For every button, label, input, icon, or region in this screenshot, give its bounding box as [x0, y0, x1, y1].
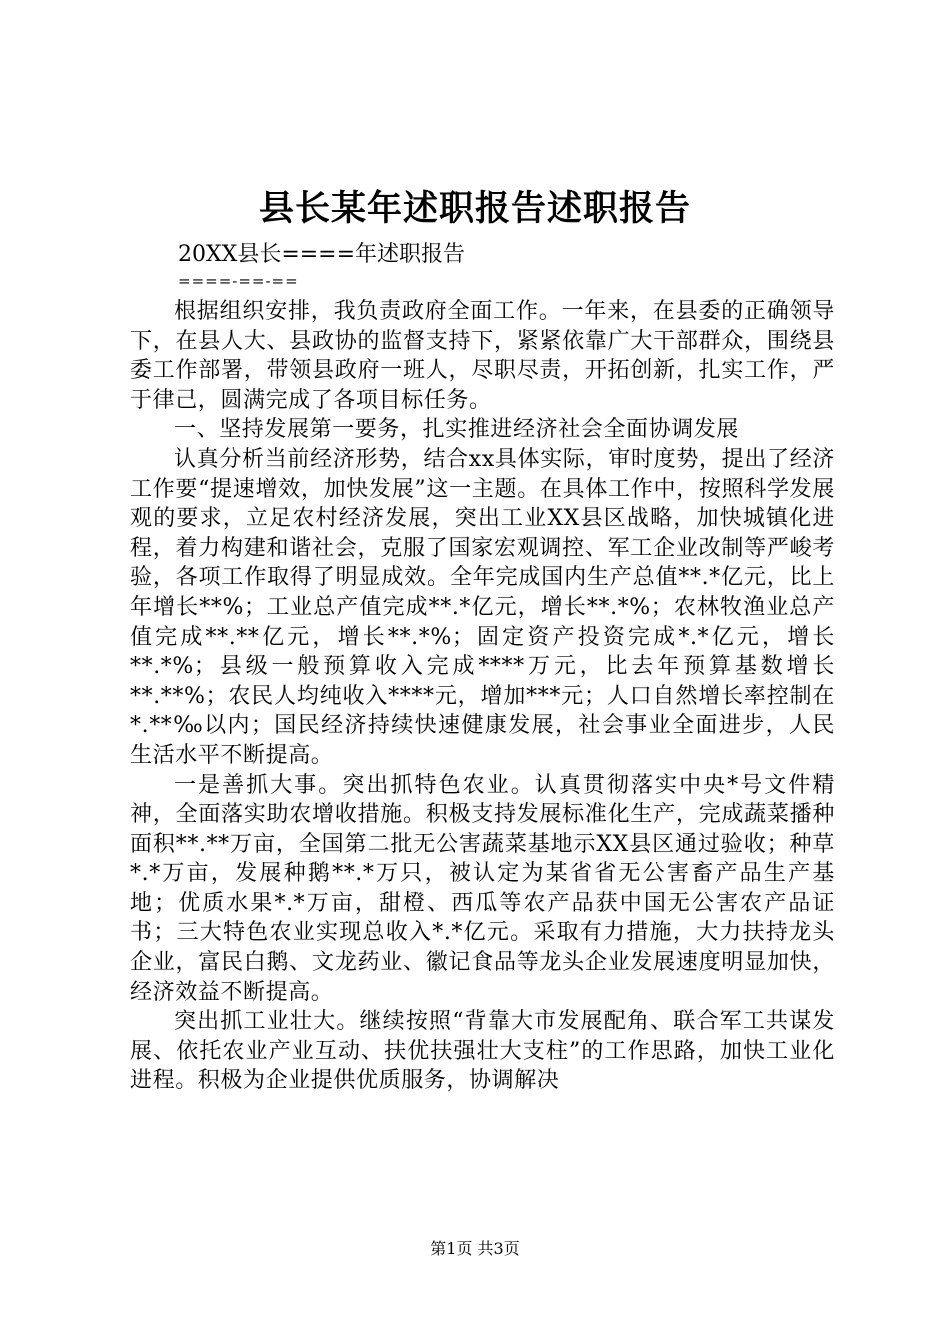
- paragraph: 认真分析当前经济形势，结合xx具体实际，审时度势，提出了经济工作要“提速增效，加快发展”这一主题。在具体工作中，按照科学发展观的要求，立足农村经济发展，突出工业XX县区战略，加快城镇化进程，着力构建和谐社会，克服了国家宏观调控、军工企业改制等严峻考验，各项工作取得了明显成效。全年完成国内生产总值**.*亿元，比上年增长**%；工业总产值完成**.*亿元，增长**.*%；农林牧渔业总产值完成**.**亿元，增长**.*%；固定资产投资完成*.*亿元，增长**.*%；县级一般预算收入完成****万元，比去年预算基数增长**.**%；农民人均纯收入****元，增加***元；人口自然增长率控制在*.**‰以内；国民经济持续快速健康发展，社会事业全面进步，人民生活水平不断提高。: [130, 446, 835, 768]
- page-footer: 第1页 共3页: [430, 1239, 520, 1258]
- paragraph: 一是善抓大事。突出抓特色农业。认真贯彻落实中央*号文件精神，全面落实助农增收措施。积极支持发展标准化生产，完成蔬菜播种面积**.**万亩，全国第二批无公害蔬菜基地示XX县区通过验收；种草*.*万亩，发展种鹅**.*万只，被认定为某省省无公害畜产品生产基地；优质水果*.*万亩，甜橙、西瓜等农产品获中国无公害农产品证书；三大特色农业实现总收入*.*亿元。采取有力措施，大力扶持龙头企业，富民白鹅、文龙药业、徽记食品等龙头企业发展速度明显加快，经济效益不断提高。: [130, 772, 835, 1005]
- document-date: ====-==-==: [178, 272, 299, 290]
- document-subtitle: 20XX县长====年述职报告: [178, 242, 466, 267]
- section-heading: 一、坚持发展第一要务，扎实推进经济社会全面协调发展: [174, 417, 740, 443]
- paragraph: 突出抓工业壮大。继续按照“背靠大市发展配角、联合军工共谋发展、依托农业产业互动、扶优扶强壮大支柱”的工作思路，加快工业化进程。积极为企业提供优质服务，协调解决: [130, 1009, 835, 1094]
- paragraph: 根据组织安排，我负责政府全面工作。一年来，在县委的正确领导下，在县人大、县政协的监督支持下，紧紧依靠广大干部群众，围绕县委工作部署，带领县政府一班人，尽职尽责，开拓创新，扎实工作，严于律己，圆满完成了各项目标任务。: [130, 299, 835, 413]
- document-body: [130, 297, 835, 1096]
- document-title: 县长某年述职报告述职报告: [258, 188, 691, 229]
